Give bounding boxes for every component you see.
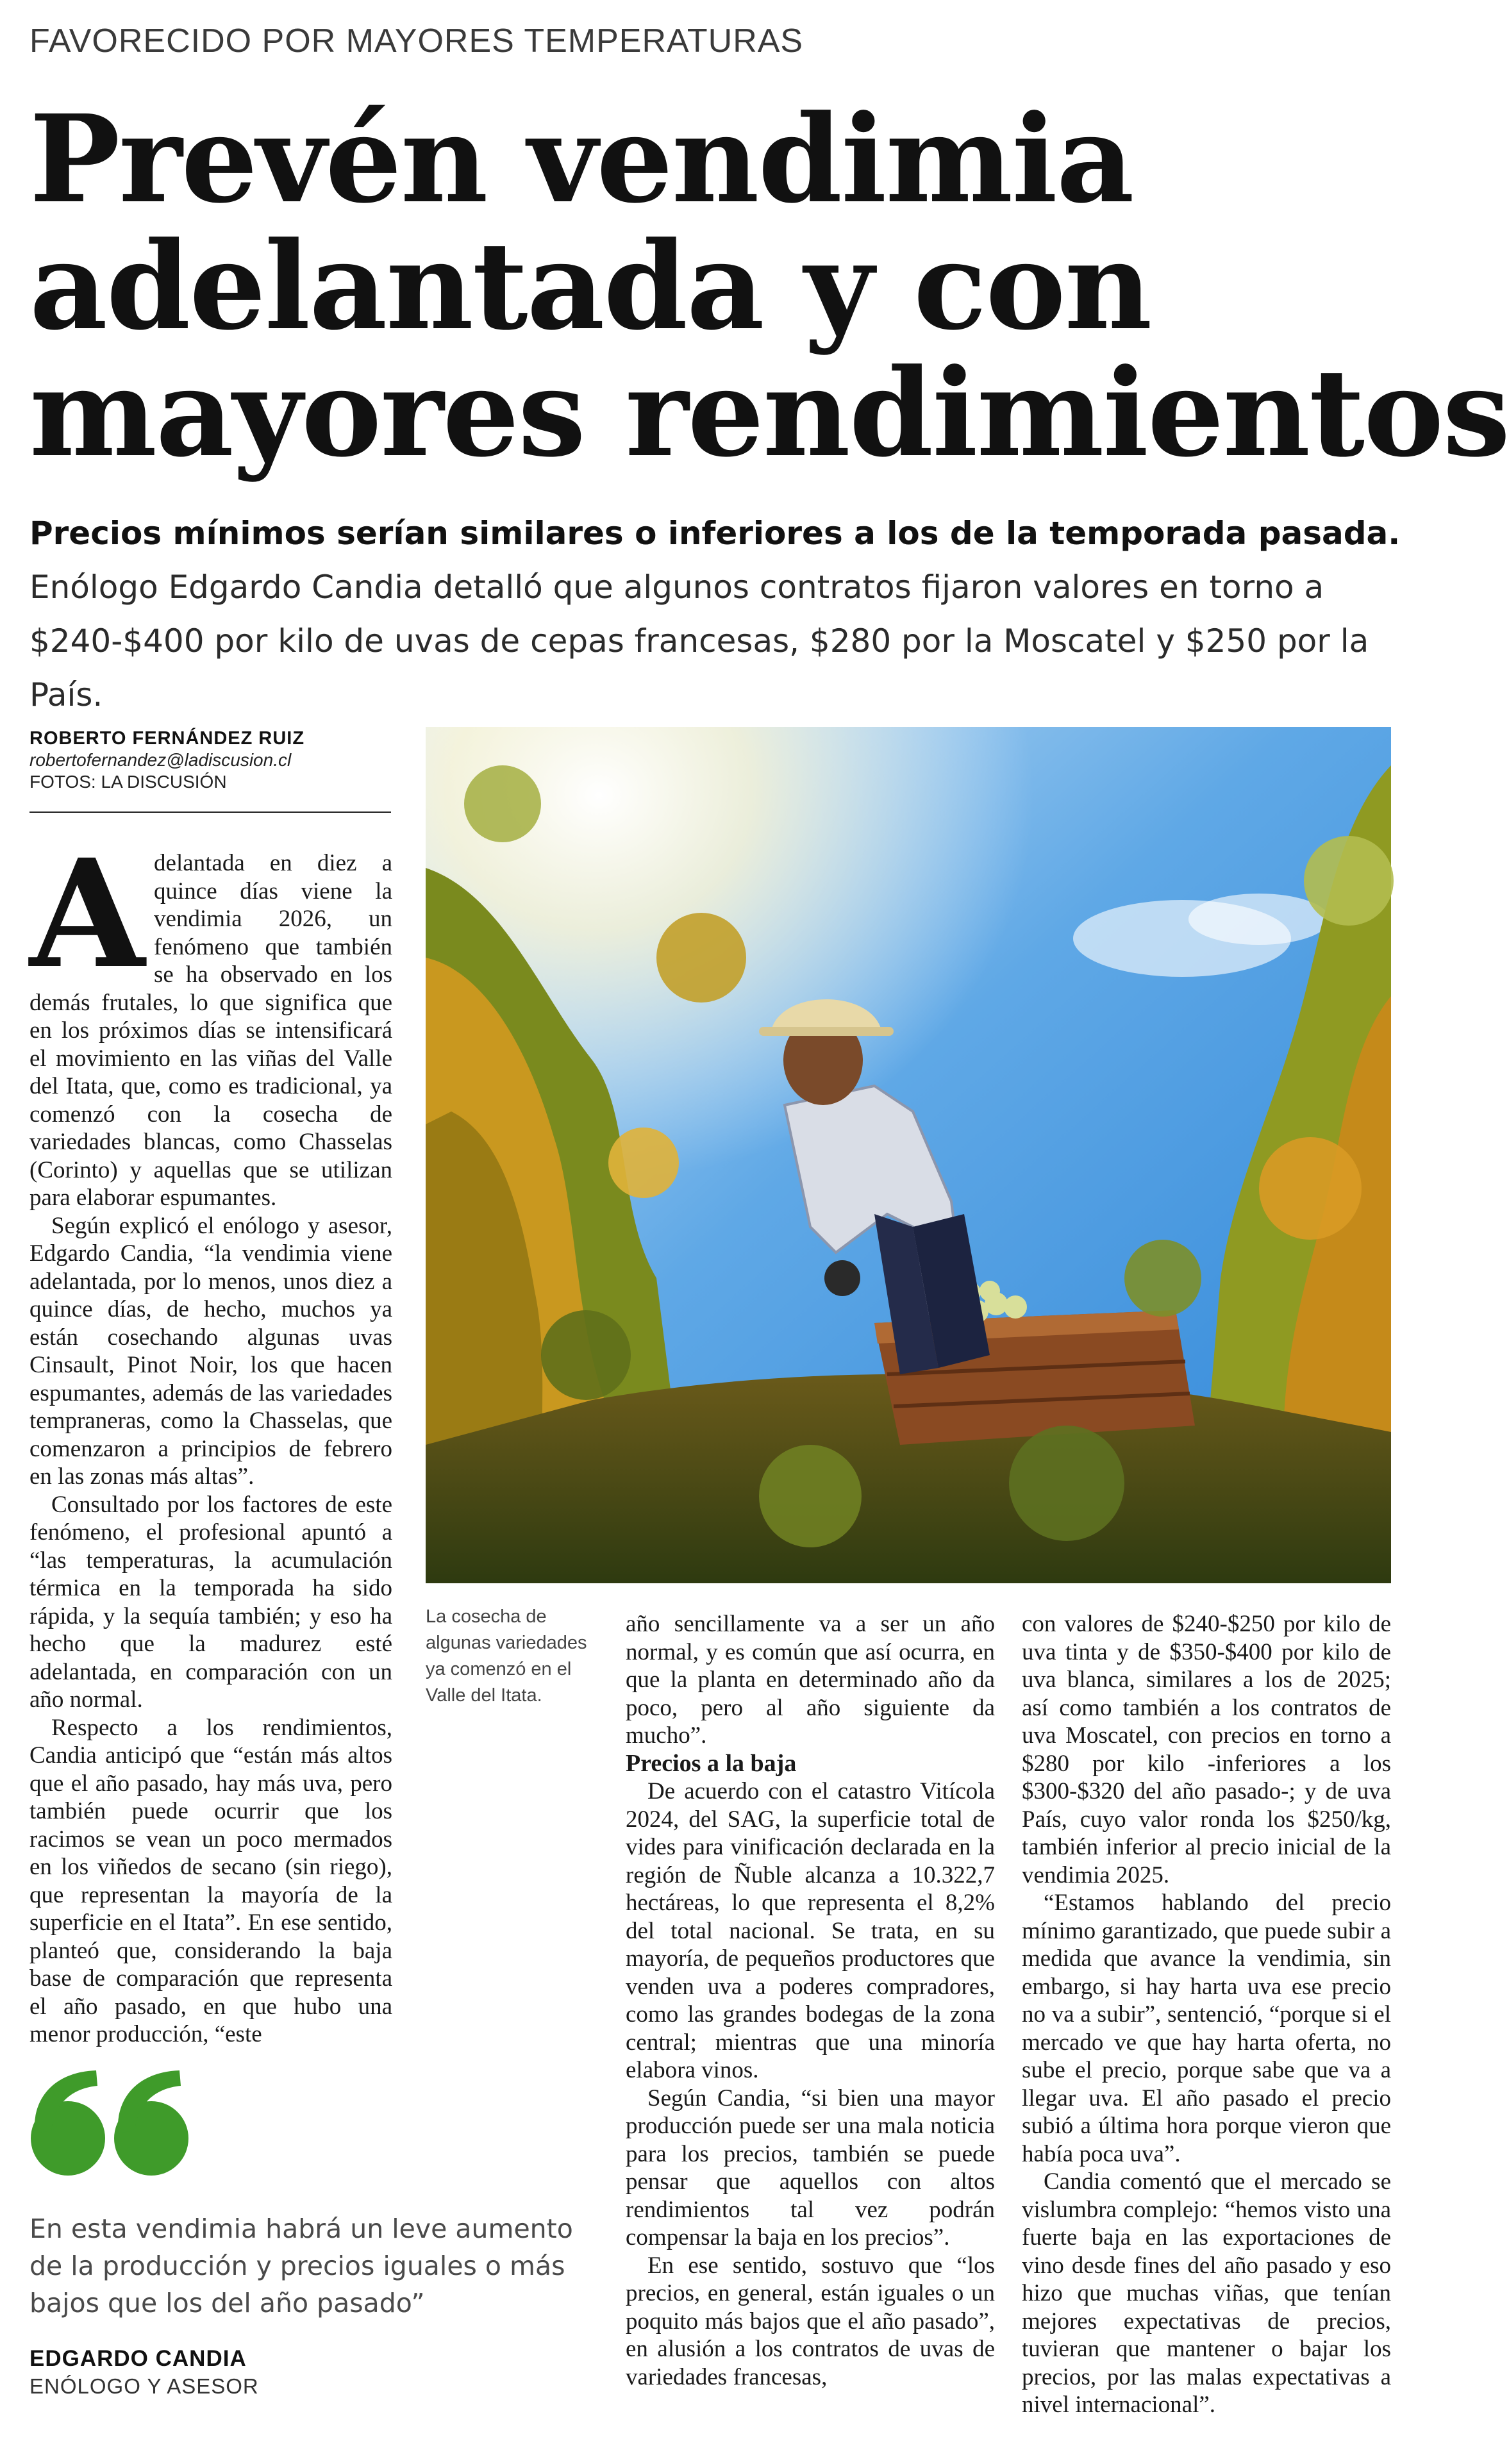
headline-line-3: mayores rendimientos: [29, 342, 1509, 484]
paragraph-text: delantada en diez a quince días viene la vendimia 2026, un fenómeno que también se ha observado en los demás frutales, lo que significa que en los próximos días se intensificará el movimiento en las viñas del Valle del Itata, que, como es tradicional, ya comenzó con la cosecha de variedades blancas, como Chasselas (Corinto) y aquellas que se utilizan para elaborar espumantes.: [29, 850, 392, 1211]
pull-quote-role: ENÓLOGO Y ASESOR: [29, 2374, 259, 2398]
byline-photos: FOTOS: LA DISCUSIÓN: [29, 772, 227, 792]
headline-line-1: Prevén vendimia: [29, 88, 1133, 230]
body-paragraph: Según Candia, “si bien una mayor producción puede ser una mala noticia para los precios, también se puede pensar que aquellos con altos rendimientos tal vez podrán compensar la baja en los precios”.: [626, 2085, 995, 2251]
headline-line-2: adelantada y con: [29, 215, 1151, 357]
body-paragraph: con valores de $240-$250 por kilo de uva tinta y de $350-$400 por kilo de uva blanca, similares a los de 2025; así como también a los contratos de uva Moscatel, con precios en torno a $280 por kilo -inferiores a los $300-$320 del año pasado-; y de uva País, cuyo valor ronda los $250/kg, también inferior al precio inicial de la vendimia 2025.: [1022, 1611, 1391, 1888]
body-paragraph: Candia comentó que el mercado se vislumbra complejo: “hemos visto una fuerte baja en las exportaciones de vino desde fines del año pasado y eso hizo que muchas viñas, que tenían mejores expectativas de precios, tuvieran que mantener o bajar los precios, por las malas expectativas a nivel internacional”.: [1022, 2168, 1391, 2418]
body-paragraph: “Estamos hablando del precio mínimo garantizado, que puede subir a medida que avance la vendimia, sin embargo, si hay harta uva ese precio no va a subir”, sentenció, “porque si el mercado ve que hay harta oferta, no sube el precio, porque sabe que va a llegar uva. El año pasado el precio subió a última hora porque vieron que había poca uva”.: [1022, 1890, 1391, 2167]
harvest-photo-illustration: [426, 727, 1391, 1583]
photo-caption: La cosecha de algunas variedades ya comenzó en el Valle del Itata.: [426, 1606, 587, 1706]
body-paragraph: En ese sentido, sostuvo que “los precios, en general, están iguales o un poquito más bajos que el año pasado”, en alusión a los contratos de uvas de variedades francesas,: [626, 2252, 995, 2390]
deck: [29, 506, 1401, 722]
body-paragraph: [29, 826, 392, 1212]
body-column-1: [29, 826, 392, 2047]
headline: [29, 88, 1509, 484]
section-kicker: FAVORECIDO POR MAYORES TEMPERATURAS: [29, 22, 804, 60]
byline-email: robertofernandez@ladiscusion.cl: [29, 750, 292, 770]
pull-quote-name: EDGARDO CANDIA: [29, 2346, 247, 2371]
body-paragraph: Respecto a los rendimientos, Candia anticipó que “están más altos que el año pasado, hay más uva, pero también puede ocurrir que los racimos se vean un poco mermados en los viñedos de secano (sin riego), que representan la mayoría de la superficie en el Itata”. En ese sentido, planteó que, considerando la baja base de comparación que representa el año pasado, en que hubo una menor producción, “este: [29, 1714, 392, 2047]
body-column-3: [1022, 1610, 1391, 2443]
body-paragraph: Según explicó el enólogo y asesor, Edgardo Candia, “la vendimia viene adelantada, por lo menos, unos diez a quince días, de hecho, muchos ya están cosechando algunas uvas Cinsault, Pinot Noir, los que hacen espumantes, además de las variedades tempraneras, como la Chasselas, que comenzaron a principios de febrero en las zonas más altas”.: [29, 1212, 392, 1490]
byline-divider: [29, 812, 391, 813]
body-paragraph: año sencillamente va a ser un año normal, y es común que así ocurra, en que la planta en determinado año da poco, pero al año siguiente da mucho”.: [626, 1611, 995, 1749]
pull-quote: En esta vendimia habrá un leve aumento de la producción y precios iguales o más bajos que los del año pasado”: [29, 2213, 573, 2318]
deck-text: Enólogo Edgardo Candia detalló que algunos contratos fijaron valores en torno a $240-$400 por kilo de uvas de cepas francesas, $280 por la Moscatel y $250 por la País.: [29, 569, 1369, 713]
deck-bold: Precios mínimos serían similares o inferiores a los de la temporada pasada.: [29, 515, 1401, 552]
vineyard-photo: [426, 727, 1391, 1583]
byline-author: ROBERTO FERNÁNDEZ RUIZ: [29, 728, 305, 749]
drop-cap: A: [29, 826, 146, 1001]
body-paragraph: De acuerdo con el catastro Vitícola 2024, del SAG, la superficie total de vides para vinificación declarada en la región de Ñuble alcanza a 10.322,7 hectáreas, lo que representa el 8,2% del total nacional. Se trata, en su mayoría, de pequeños productores que venden uva a poderes compradores, como las grandes bodegas de la zona central; mientras que una minoría elabora vinos.: [626, 1778, 995, 2083]
body-column-2: [626, 1610, 995, 2443]
quote-marks-icon: [26, 2069, 205, 2179]
body-paragraph: Consultado por los factores de este fenómeno, el profesional apuntó a “las temperaturas, la acumulación térmica en la temporada ha sido rápida, y la sequía también; y eso ha hecho que la madurez esté adelantada, en comparación con un año normal.: [29, 1491, 392, 1713]
section-subhead: Precios a la baja: [626, 1749, 797, 1777]
